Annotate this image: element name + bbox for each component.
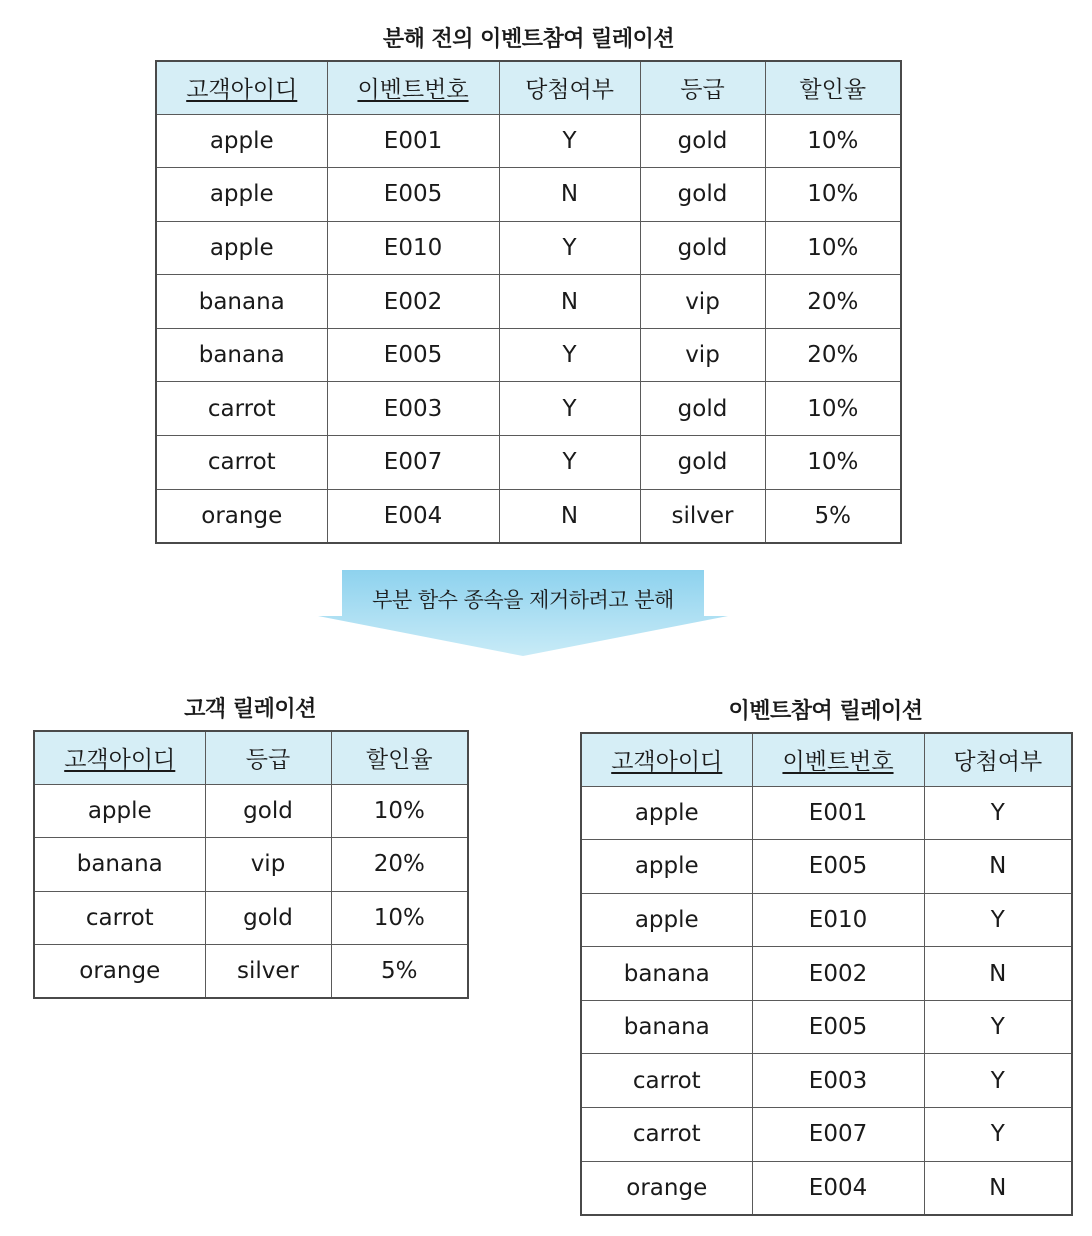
table-row bbox=[581, 786, 1072, 840]
table-row bbox=[581, 1054, 1072, 1108]
table-row bbox=[34, 838, 468, 892]
table-cell: gold bbox=[205, 784, 331, 838]
table-row bbox=[156, 114, 901, 168]
column-header-label: 고객아이디 bbox=[611, 749, 723, 776]
column-header bbox=[327, 61, 499, 114]
header-row bbox=[34, 731, 468, 784]
table-cell: E010 bbox=[752, 893, 924, 947]
table-row bbox=[581, 947, 1072, 1001]
header-row bbox=[156, 61, 901, 114]
table-row bbox=[34, 784, 468, 838]
table-cell: N bbox=[924, 947, 1072, 1001]
table-cell: banana bbox=[156, 328, 327, 382]
table-cell: Y bbox=[499, 328, 640, 382]
table-cell: E005 bbox=[327, 168, 499, 222]
table-cell: E007 bbox=[327, 436, 499, 490]
table-cell: Y bbox=[924, 893, 1072, 947]
table-cell: N bbox=[499, 275, 640, 329]
table-cell: banana bbox=[581, 1000, 752, 1054]
column-header-label: 할인율 bbox=[365, 747, 433, 774]
table-cell: carrot bbox=[34, 891, 205, 945]
table-cell: Y bbox=[924, 786, 1072, 840]
table-cell: 10% bbox=[765, 114, 901, 168]
table-cell: apple bbox=[156, 221, 327, 275]
header-row bbox=[581, 733, 1072, 786]
table-row bbox=[156, 221, 901, 275]
table-cell: 10% bbox=[765, 436, 901, 490]
table-cell: vip bbox=[640, 328, 765, 382]
column-header bbox=[331, 731, 468, 784]
table-cell: E004 bbox=[327, 489, 499, 543]
table-cell: gold bbox=[205, 891, 331, 945]
column-header-label: 할인율 bbox=[799, 77, 867, 104]
table-row bbox=[156, 168, 901, 222]
table-row bbox=[581, 1161, 1072, 1215]
table-cell: gold bbox=[640, 168, 765, 222]
table-cell: E003 bbox=[327, 382, 499, 436]
table-row bbox=[34, 945, 468, 999]
before-relation-table bbox=[155, 60, 902, 544]
table-cell: orange bbox=[156, 489, 327, 543]
column-header-label: 고객아이디 bbox=[186, 77, 298, 104]
table-cell: Y bbox=[924, 1054, 1072, 1108]
column-header bbox=[640, 61, 765, 114]
event-relation-table bbox=[580, 732, 1073, 1216]
table-row bbox=[156, 436, 901, 490]
column-header bbox=[499, 61, 640, 114]
column-header bbox=[156, 61, 327, 114]
column-header-label: 당첨여부 bbox=[525, 77, 614, 104]
table-cell: gold bbox=[640, 221, 765, 275]
column-header-label: 등급 bbox=[245, 747, 291, 774]
table-cell: E003 bbox=[752, 1054, 924, 1108]
table-cell: 20% bbox=[765, 328, 901, 382]
column-header bbox=[924, 733, 1072, 786]
table-row bbox=[581, 1108, 1072, 1162]
table-cell: E001 bbox=[327, 114, 499, 168]
table-cell: carrot bbox=[156, 436, 327, 490]
table-cell: apple bbox=[156, 168, 327, 222]
table-row bbox=[34, 891, 468, 945]
table-cell: gold bbox=[640, 114, 765, 168]
table-row bbox=[581, 1000, 1072, 1054]
table-cell: E005 bbox=[327, 328, 499, 382]
column-header-label: 이벤트번호 bbox=[782, 749, 894, 776]
before-relation-title: 분해 전의 이벤트참여 릴레이션 bbox=[382, 27, 675, 52]
table-cell: silver bbox=[205, 945, 331, 999]
table-cell: banana bbox=[34, 838, 205, 892]
table-cell: Y bbox=[499, 114, 640, 168]
table-cell: vip bbox=[640, 275, 765, 329]
column-header bbox=[205, 731, 331, 784]
table-cell: carrot bbox=[581, 1108, 752, 1162]
column-header bbox=[34, 731, 205, 784]
column-header bbox=[765, 61, 901, 114]
column-header-label: 이벤트번호 bbox=[357, 77, 469, 104]
table-cell: gold bbox=[640, 382, 765, 436]
table-cell: 5% bbox=[765, 489, 901, 543]
table-cell: E007 bbox=[752, 1108, 924, 1162]
table-cell: N bbox=[499, 489, 640, 543]
table-cell: Y bbox=[499, 436, 640, 490]
table-cell: banana bbox=[156, 275, 327, 329]
table-cell: E010 bbox=[327, 221, 499, 275]
table-cell: 10% bbox=[331, 891, 468, 945]
table-cell: E002 bbox=[752, 947, 924, 1001]
table-cell: silver bbox=[640, 489, 765, 543]
table-cell: banana bbox=[581, 947, 752, 1001]
table-cell: apple bbox=[581, 840, 752, 894]
table-cell: vip bbox=[205, 838, 331, 892]
table-cell: 20% bbox=[765, 275, 901, 329]
table-cell: E001 bbox=[752, 786, 924, 840]
customer-relation-table bbox=[33, 730, 469, 999]
table-cell: N bbox=[924, 840, 1072, 894]
column-header bbox=[581, 733, 752, 786]
table-row bbox=[156, 382, 901, 436]
column-header-label: 등급 bbox=[680, 77, 725, 104]
table-row bbox=[156, 489, 901, 543]
table-cell: carrot bbox=[581, 1054, 752, 1108]
table-cell: apple bbox=[34, 784, 205, 838]
table-cell: gold bbox=[640, 436, 765, 490]
event-relation-title: 이벤트참여 릴레이션 bbox=[728, 699, 923, 724]
decompose-arrow-label: 부분 함수 종속을 제거하려고 분해 bbox=[372, 588, 674, 612]
table-cell: orange bbox=[581, 1161, 752, 1215]
table-cell: 10% bbox=[765, 221, 901, 275]
table-row bbox=[156, 275, 901, 329]
column-header-label: 당첨여부 bbox=[953, 749, 1043, 776]
table-cell: apple bbox=[581, 786, 752, 840]
table-cell: 10% bbox=[765, 168, 901, 222]
table-cell: E005 bbox=[752, 840, 924, 894]
table-cell: Y bbox=[499, 221, 640, 275]
column-header bbox=[752, 733, 924, 786]
table-cell: orange bbox=[34, 945, 205, 999]
table-cell: 10% bbox=[331, 784, 468, 838]
table-cell: Y bbox=[499, 382, 640, 436]
table-cell: E002 bbox=[327, 275, 499, 329]
table-cell: 20% bbox=[331, 838, 468, 892]
table-cell: E005 bbox=[752, 1000, 924, 1054]
table-cell: 10% bbox=[765, 382, 901, 436]
table-cell: Y bbox=[924, 1000, 1072, 1054]
table-cell: E004 bbox=[752, 1161, 924, 1215]
table-row bbox=[581, 840, 1072, 894]
table-cell: apple bbox=[156, 114, 327, 168]
table-cell: N bbox=[924, 1161, 1072, 1215]
table-row bbox=[581, 893, 1072, 947]
customer-relation-title: 고객 릴레이션 bbox=[184, 697, 316, 722]
table-cell: Y bbox=[924, 1108, 1072, 1162]
table-cell: apple bbox=[581, 893, 752, 947]
table-cell: 5% bbox=[331, 945, 468, 999]
table-row bbox=[156, 328, 901, 382]
table-cell: N bbox=[499, 168, 640, 222]
column-header-label: 고객아이디 bbox=[64, 747, 176, 774]
table-cell: carrot bbox=[156, 382, 327, 436]
